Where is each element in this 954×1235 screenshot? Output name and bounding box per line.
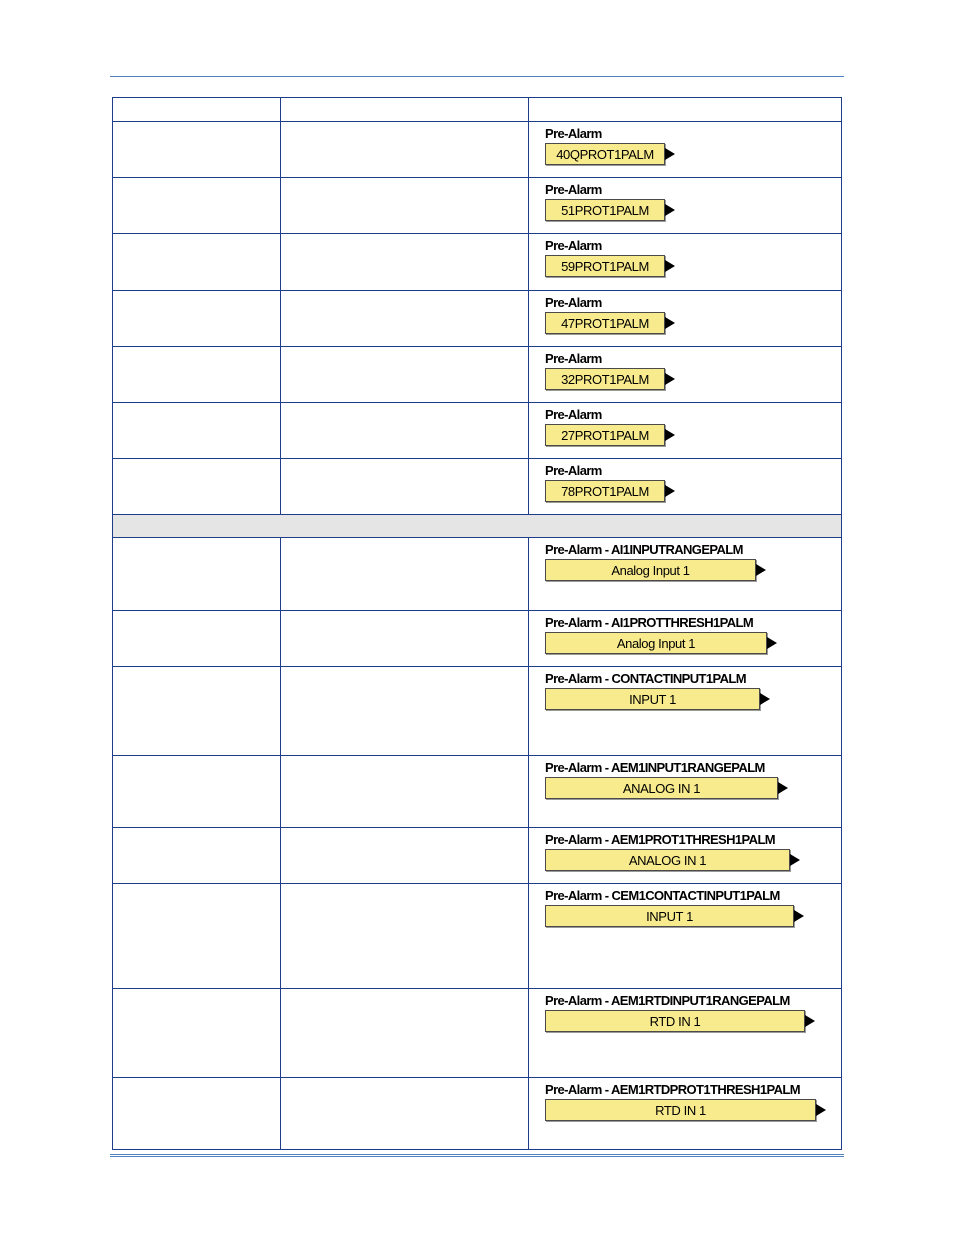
block-title: Pre-Alarm - AEM1RTDPROT1THRESH1PALM bbox=[545, 1082, 800, 1097]
output-arrow-icon bbox=[794, 910, 804, 922]
block-label: 51PROT1PALM bbox=[545, 199, 665, 221]
logic-block bbox=[529, 291, 841, 334]
header-rule bbox=[110, 76, 844, 77]
table-row bbox=[113, 178, 842, 234]
output-arrow-icon bbox=[665, 373, 675, 385]
table-row bbox=[113, 122, 842, 178]
table-row bbox=[113, 611, 842, 667]
table-row bbox=[113, 347, 842, 403]
logic-table bbox=[112, 97, 842, 1150]
table-row bbox=[113, 884, 842, 989]
logic-block bbox=[529, 459, 841, 502]
block-label: Analog Input 1 bbox=[545, 632, 767, 654]
logic-block bbox=[529, 122, 841, 165]
table-row bbox=[113, 989, 842, 1078]
output-arrow-icon bbox=[778, 782, 788, 794]
output-arrow-icon bbox=[665, 204, 675, 216]
block-title: Pre-Alarm bbox=[545, 238, 602, 253]
block-label: INPUT 1 bbox=[545, 688, 760, 710]
block-label: RTD IN 1 bbox=[545, 1010, 805, 1032]
header-cell-3 bbox=[529, 98, 842, 122]
output-arrow-icon bbox=[756, 564, 766, 576]
block-label: 59PROT1PALM bbox=[545, 255, 665, 277]
table-header-row bbox=[113, 98, 842, 122]
logic-block bbox=[529, 178, 841, 221]
table-row bbox=[113, 538, 842, 611]
block-label: 78PROT1PALM bbox=[545, 480, 665, 502]
table-row bbox=[113, 403, 842, 459]
output-arrow-icon bbox=[665, 429, 675, 441]
logic-block bbox=[529, 756, 841, 799]
block-title: Pre-Alarm - AEM1PROT1THRESH1PALM bbox=[545, 832, 776, 847]
output-arrow-icon bbox=[665, 148, 675, 160]
block-label: 40QPROT1PALM bbox=[545, 143, 665, 165]
logic-block bbox=[529, 538, 841, 581]
block-title: Pre-Alarm - AI1PROTTHRESH1PALM bbox=[545, 615, 754, 630]
block-title: Pre-Alarm bbox=[545, 295, 602, 310]
block-title: Pre-Alarm - AI1INPUTRANGEPALM bbox=[545, 542, 743, 557]
header-cell-2 bbox=[281, 98, 529, 122]
table-row bbox=[113, 756, 842, 828]
table-row bbox=[113, 291, 842, 347]
logic-block bbox=[529, 828, 841, 871]
table-row bbox=[113, 828, 842, 884]
footer-rule bbox=[110, 1154, 844, 1157]
output-arrow-icon bbox=[805, 1015, 815, 1027]
block-label: INPUT 1 bbox=[545, 905, 794, 927]
logic-block bbox=[529, 884, 841, 927]
block-title: Pre-Alarm bbox=[545, 182, 602, 197]
block-title: Pre-Alarm - AEM1INPUT1RANGEPALM bbox=[545, 760, 765, 775]
block-label: 47PROT1PALM bbox=[545, 312, 665, 334]
block-title: Pre-Alarm bbox=[545, 407, 602, 422]
section-row bbox=[113, 515, 842, 538]
output-arrow-icon bbox=[665, 485, 675, 497]
block-title: Pre-Alarm bbox=[545, 351, 602, 366]
output-arrow-icon bbox=[790, 854, 800, 866]
logic-block bbox=[529, 611, 841, 654]
block-label: 27PROT1PALM bbox=[545, 424, 665, 446]
block-title: Pre-Alarm bbox=[545, 463, 602, 478]
block-label: 32PROT1PALM bbox=[545, 368, 665, 390]
output-arrow-icon bbox=[760, 693, 770, 705]
table-row bbox=[113, 667, 842, 756]
logic-block bbox=[529, 347, 841, 390]
block-title: Pre-Alarm - CEM1CONTACTINPUT1PALM bbox=[545, 888, 780, 903]
block-label: ANALOG IN 1 bbox=[545, 849, 790, 871]
output-arrow-icon bbox=[767, 637, 777, 649]
block-label: RTD IN 1 bbox=[545, 1099, 816, 1121]
logic-block bbox=[529, 403, 841, 446]
table-row bbox=[113, 459, 842, 515]
block-label: Analog Input 1 bbox=[545, 559, 756, 581]
logic-block bbox=[529, 989, 841, 1032]
logic-block bbox=[529, 234, 841, 277]
table-row bbox=[113, 234, 842, 291]
output-arrow-icon bbox=[665, 260, 675, 272]
logic-block bbox=[529, 1078, 841, 1121]
block-title: Pre-Alarm - AEM1RTDINPUT1RANGEPALM bbox=[545, 993, 790, 1008]
table-row bbox=[113, 1078, 842, 1150]
block-label: ANALOG IN 1 bbox=[545, 777, 778, 799]
section-label bbox=[113, 515, 842, 538]
header-cell-1 bbox=[113, 98, 281, 122]
block-title: Pre-Alarm - CONTACTINPUT1PALM bbox=[545, 671, 746, 686]
block-title: Pre-Alarm bbox=[545, 126, 602, 141]
output-arrow-icon bbox=[665, 317, 675, 329]
logic-block bbox=[529, 667, 841, 710]
output-arrow-icon bbox=[816, 1104, 826, 1116]
